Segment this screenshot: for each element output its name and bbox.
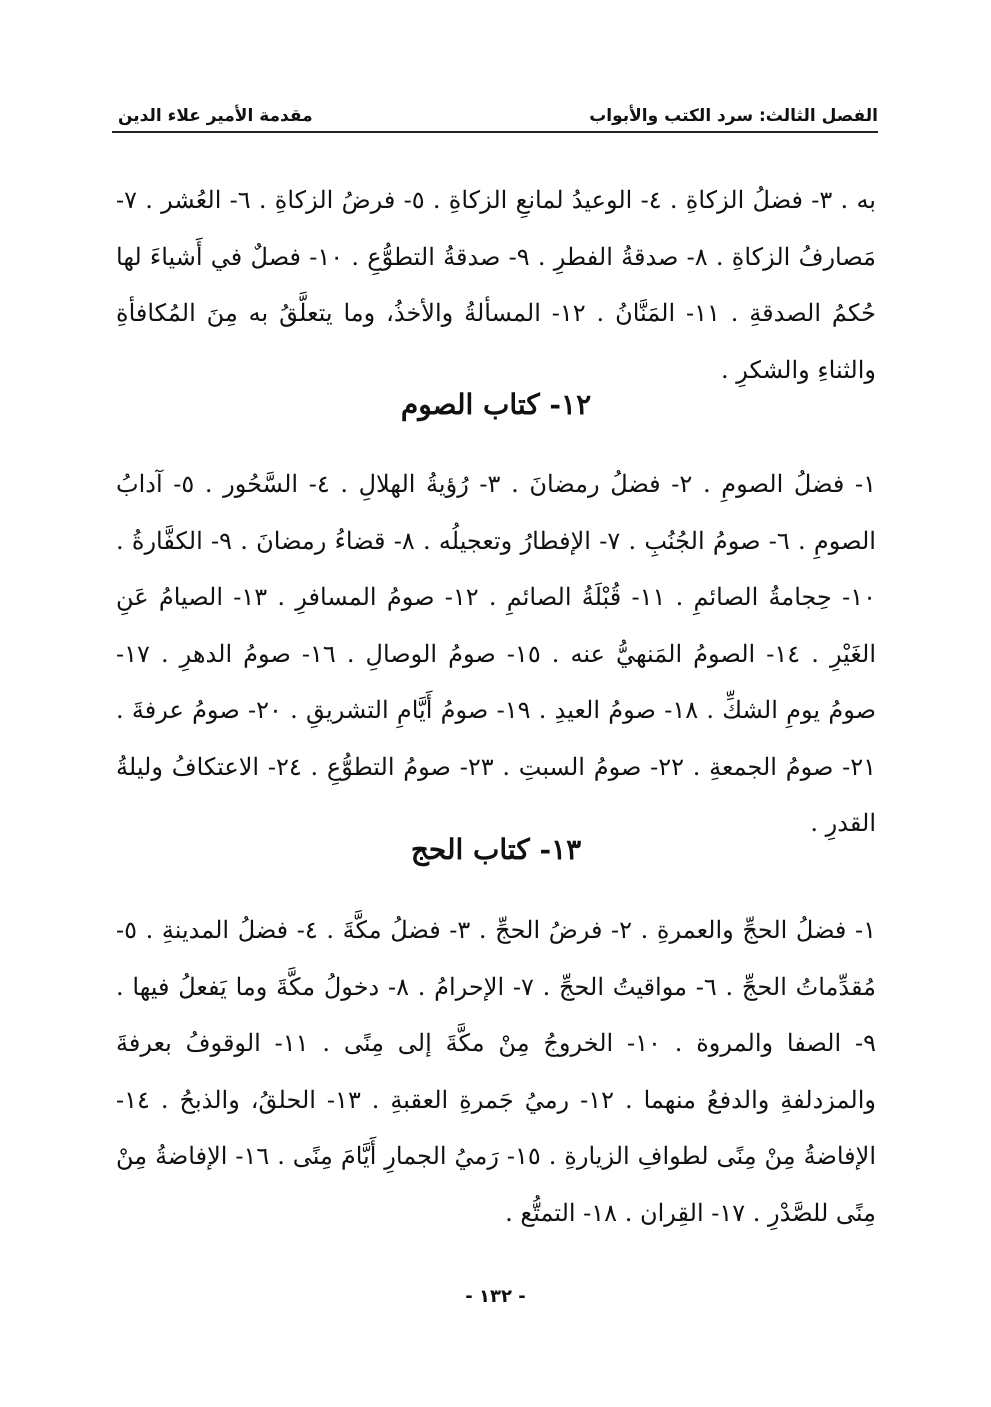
intro-paragraph: به . ٣- فضلُ الزكاةِ . ٤- الوعيدُ لمانعِ الزكاةِ . ٥- فرضُ الزكاةِ . ٦- العُشر . ٧- مَصارفُ الزكاةِ . ٨- صدقةُ الفطرِ . ٩- صدقةُ التطوُّعِ . ١٠- فصلٌ في أَشياءَ لها حُكمُ الصدقةِ . ١١- المَنَّانُ . ١٢- المسألةُ والأخذُ، وما يتعلَّقُ به مِنَ المُكافأةِ والثناءِ والشكرِ .	[116, 186, 877, 384]
running-header	[118, 90, 878, 126]
fasting-chapter-list: ١- فضلُ الصومِ . ٢- فضلُ رمضانَ . ٣- رُؤيةُ الهلالِ . ٤- السَّحُور . ٥- آدابُ الصومِ . ٦- صومُ الجُنُبِ . ٧- الإفطارُ وتعجيلُه . ٨- قضاءُ رمضانَ . ٩- الكفَّارةُ . ١٠- حِجامةُ الصائمِ . ١١- قُبْلَةُ الصائمِ . ١٢- صومُ المسافرِ . ١٣- الصيامُ عَنِ الغَيْرِ . ١٤- الصومُ المَنهيُّ عنه . ١٥- صومُ الوصالِ . ١٦- صومُ الدهرِ . ١٧- صومُ يومِ الشكِّ . ١٨- صومُ العيدِ . ١٩- صومُ أَيَّامِ التشريقِ . ٢٠- صومُ عرفةَ . ٢١- صومُ الجمعةِ . ٢٢- صومُ السبتِ . ٢٣- صومُ التطوُّعِ . ٢٤- الاعتكافُ وليلةُ القدرِ .	[116, 470, 877, 837]
section-heading-pilgrimage: ١٣- كتاب الحج	[410, 833, 582, 866]
section-heading-fasting: ١٢- كتاب الصوم	[400, 388, 592, 421]
header-divider	[112, 131, 878, 133]
pilgrimage-chapter-list: ١- فضلُ الحجِّ والعمرةِ . ٢- فرضُ الحجِّ . ٣- فضلُ مكَّةَ . ٤- فضلُ المدينةِ . ٥- مُقدِّماتُ الحجِّ . ٦- مواقيتُ الحجِّ . ٧- الإحرامُ . ٨- دخولُ مكَّةَ وما يَفعلُ فيها . ٩- الصفا والمروة . ١٠- الخروجُ مِنْ مكَّةَ إلى مِنًى . ١١- الوقوفُ بعرفةَ والمزدلفةِ والدفعُ منهما . ١٢- رميُ جَمرةِ العقبةِ . ١٣- الحلقُ، والذبحُ . ١٤- الإفاضةُ مِنْ مِنًى لطوافِ الزيارةِ . ١٥- رَميُ الجمارِ أَيَّامَ مِنًى . ١٦- الإفاضةُ مِنْ مِنًى للصَّدْرِ . ١٧- القِران . ١٨- التمتُّع .	[116, 916, 877, 1227]
chapter-title: الفصل الثالث: سرد الكتب والأبواب	[589, 106, 878, 126]
page-number: - ١٣٢ -	[465, 1286, 526, 1307]
book-title: مقدمة الأمير علاء الدين	[118, 106, 313, 126]
